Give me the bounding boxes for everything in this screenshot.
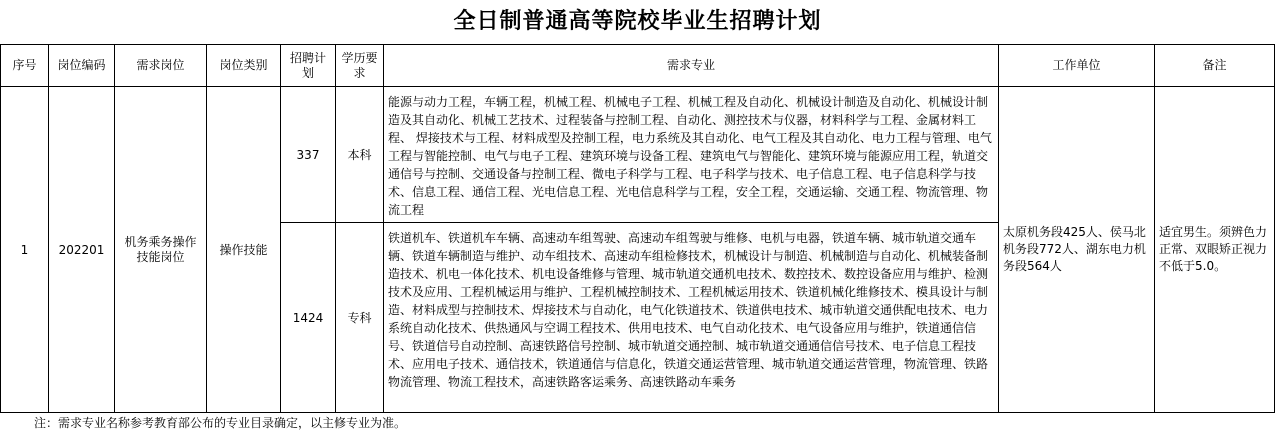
cell-work-unit: 太原机务段425人、侯马北机务段772人、湖东电力机务段564人	[999, 87, 1155, 413]
header-majors: 需求专业	[384, 45, 999, 87]
table-row	[1, 87, 1275, 223]
cell-seq: 1	[1, 87, 49, 413]
cell-post-name: 机务乘务操作技能岗位	[115, 87, 207, 413]
header-post-name: 需求岗位	[115, 45, 207, 87]
cell-remarks: 适宜男生。须辨色力正常、双眼矫正视力不低于5.0。	[1155, 87, 1275, 413]
cell-education-bachelor: 本科	[336, 87, 384, 223]
header-recruit-count: 招聘计划	[281, 45, 336, 87]
recruitment-table	[0, 44, 1275, 413]
cell-education-college: 专科	[336, 223, 384, 413]
cell-majors-college: 铁道机车、铁道机车车辆、高速动车组驾驶、高速动车组驾驶与维修、电机与电器，铁道车辆、城市轨道交通车辆、铁道车辆制造与维护、动车组技术、高速动车组检修技术，机械设计与制造、机械制造与自动化、机械装备制造技术、机电一体化技术、机电设备维修与管理、城市轨道交通机电技术、数控技术、数控设备应用与维护、检测技术及应用、工程机械运用与维护、工程机械控制技术、工程机械运用技术、铁道机械化维修技术、模具设计与制造、材料成型与控制技术、焊接技术与自动化，电气化铁道技术、铁道供电技术、城市轨道交通供配电技术、电力系统自动化技术、供热通风与空调工程技术、供用电技术、电气自动化技术、电气设备应用与维护，铁道通信信号、铁道信号自动控制、高速铁路信号控制、城市轨道交通控制、城市轨道交通通信信号技术、电子信息工程技术、应用电子技术、通信技术，铁道通信与信息化，铁道交通运营管理、城市轨道交通运营管理，物流管理、铁路物流管理、物流工程技术，高速铁路客运乘务、高速铁路动车乘务	[384, 223, 999, 413]
cell-post-type: 操作技能	[207, 87, 281, 413]
page-title: 全日制普通高等院校毕业生招聘计划	[453, 9, 822, 34]
header-education: 学历要求	[336, 45, 384, 87]
cell-post-code: 202201	[49, 87, 115, 413]
header-post-code: 岗位编码	[49, 45, 115, 87]
footnote: 注：需求专业名称参考教育部公布的专业目录确定，以主修专业为准。	[34, 416, 407, 430]
header-seq: 序号	[1, 45, 49, 87]
cell-count-college: 1424	[281, 223, 336, 413]
header-row	[1, 45, 1275, 87]
header-remarks: 备注	[1155, 45, 1275, 87]
header-work-unit: 工作单位	[999, 45, 1155, 87]
header-post-type: 岗位类别	[207, 45, 281, 87]
cell-majors-bachelor: 能源与动力工程，车辆工程，机械工程、机械电子工程、机械工程及自动化、机械设计制造及自动化、机械设计制造及其自动化、机械工艺技术、过程装备与控制工程、自动化、测控技术与仪器，材料科学与工程、金属材料工程、 焊接技术与工程、材料成型及控制工程，电力系统及其自动化、电气工程及其自动化、电力工程与管理、电气工程与智能控制、电气与电子工程、建筑环境与设备工程、建筑电气与智能化、建筑环境与能源应用工程，轨道交通信号与控制、交通设备与控制工程、微电子科学与工程、电子科学与技术、电子信息工程、电子信息科学与技术、信息工程、通信工程、光电信息工程、光电信息科学与工程，安全工程，交通运输、交通工程、物流管理、物流工程	[384, 87, 999, 223]
cell-count-bachelor: 337	[281, 87, 336, 223]
